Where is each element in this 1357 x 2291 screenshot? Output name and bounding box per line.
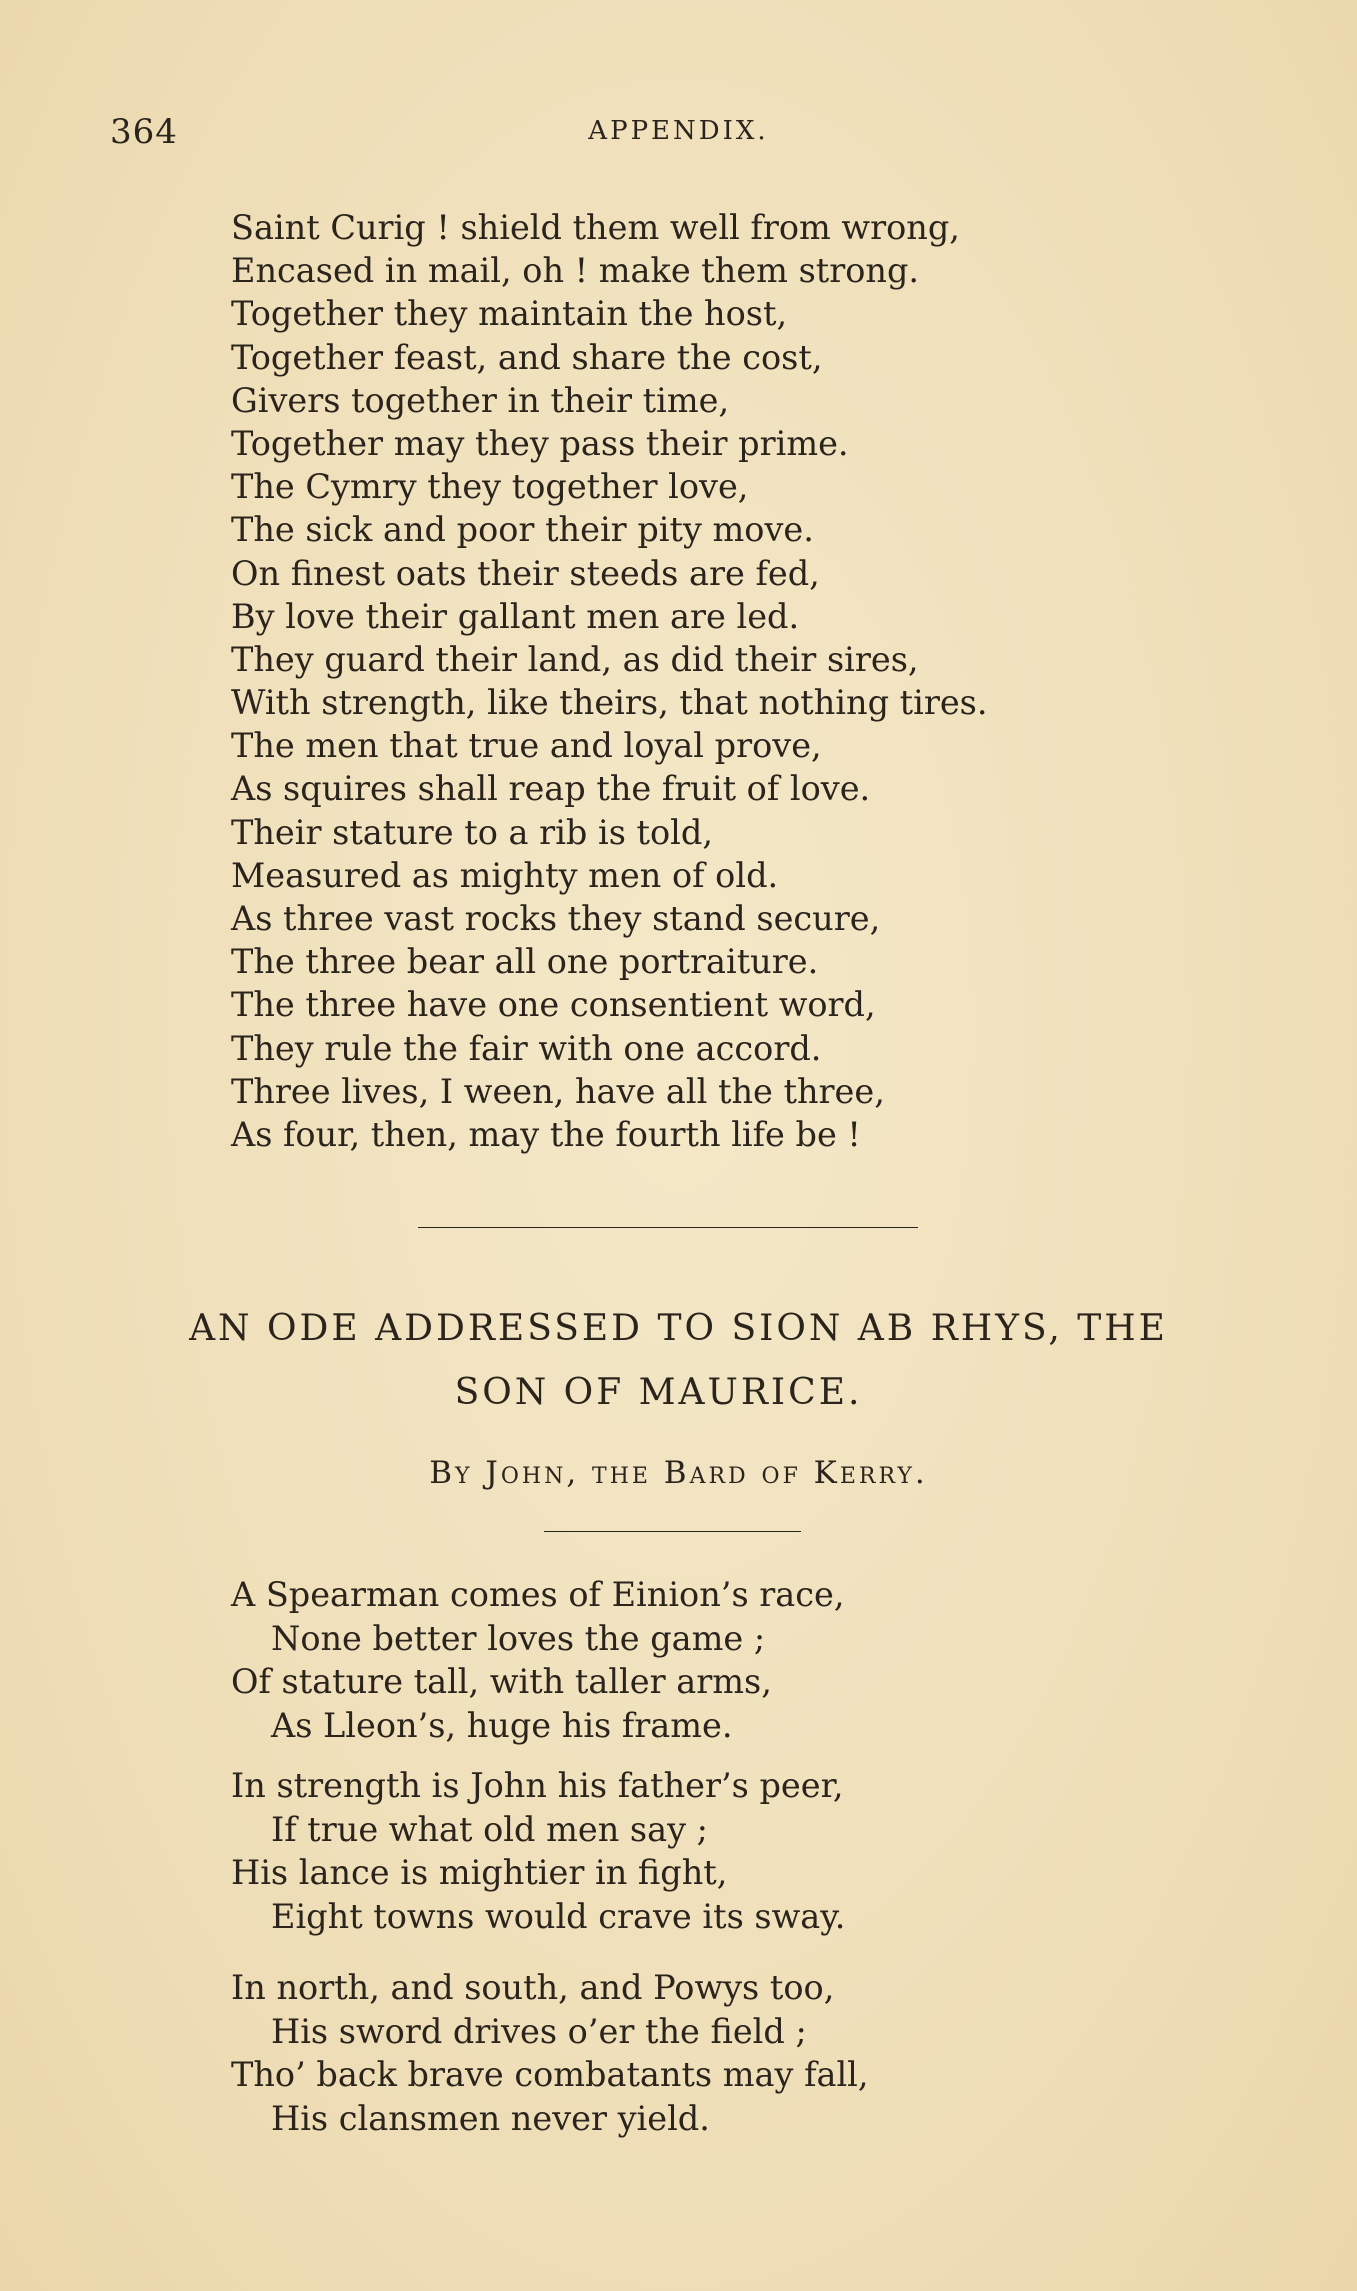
stanza-line: In strength is John his father’s peer, xyxy=(231,1766,844,1805)
poem-line: Their stature to a rib is told, xyxy=(231,812,713,852)
poem-line: With strength, like theirs, that nothing tires. xyxy=(231,683,988,723)
poem-line: The sick and poor their pity move. xyxy=(231,510,814,550)
ode-title-line-1: AN ODE ADDRESSED TO SION AB RHYS, THE xyxy=(189,1308,1168,1349)
section-divider xyxy=(418,1227,918,1228)
running-head: APPENDIX. xyxy=(588,116,769,146)
stanza-line: Of stature tall, with taller arms, xyxy=(231,1662,772,1701)
stanza-line: Eight towns would crave its sway. xyxy=(271,1896,846,1936)
ode-stanza xyxy=(231,1764,845,1938)
poem-line: The Cymry they together love, xyxy=(231,467,749,507)
poem-line: They guard their land, as did their sires, xyxy=(231,639,919,679)
poem-line: They rule the fair with one accord. xyxy=(231,1028,822,1068)
poem-line: Three lives, I ween, have all the three, xyxy=(231,1071,885,1111)
stanza-line: Tho’ back brave combatants may fall, xyxy=(231,2055,869,2094)
poem-line: The men that true and loyal prove, xyxy=(231,726,822,766)
stanza-line: A Spearman comes of Einion’s race, xyxy=(231,1575,845,1614)
stanza-line: His lance is mightier in fight, xyxy=(231,1853,728,1892)
poem-line: The three bear all one portraiture. xyxy=(231,942,819,982)
poem-line: Together may they pass their prime. xyxy=(231,423,849,463)
poem-line: As three vast rocks they stand secure, xyxy=(231,899,881,938)
poem-line: Measured as mighty men of old. xyxy=(231,855,779,895)
stanza-line: In north, and south, and Powys too, xyxy=(231,1968,835,2007)
poem-line: The three have one consentient word, xyxy=(231,985,876,1025)
poem-line: Givers together in their time, xyxy=(231,380,730,420)
byline-divider xyxy=(544,1531,801,1532)
poem-line: Saint Curig ! shield them well from wrong, xyxy=(231,208,960,247)
poem-line: On finest oats their steeds are fed, xyxy=(231,553,820,593)
poem-line: Encased in mail, oh ! make them strong. xyxy=(231,251,920,291)
poem-line: As squires shall reap the fruit of love. xyxy=(231,769,871,809)
ode-byline: By John, the Bard of Kerry. xyxy=(429,1455,928,1491)
ode-title-line-2: SON OF MAURICE. xyxy=(454,1372,863,1413)
stanza-line: His sword drives o’er the field ; xyxy=(271,2011,807,2051)
poem-line: As four, then, may the fourth life be ! xyxy=(231,1114,861,1154)
stanza-line: As Lleon’s, huge his frame. xyxy=(271,1705,733,1745)
poem-line: By love their gallant men are led. xyxy=(231,596,800,636)
ode-stanza xyxy=(231,1966,869,2140)
stanza-line: His clansmen never yield. xyxy=(271,2098,710,2138)
poem-line: Together they maintain the host, xyxy=(231,294,788,334)
poem-line: Together feast, and share the cost, xyxy=(231,337,823,377)
page-number: 364 xyxy=(110,112,178,152)
ode-stanza xyxy=(231,1573,845,1747)
stanza-line: None better loves the game ; xyxy=(271,1618,766,1658)
page-header xyxy=(0,112,1357,162)
stanza-line: If true what old men say ; xyxy=(271,1809,708,1849)
poem-continued xyxy=(231,206,988,1156)
